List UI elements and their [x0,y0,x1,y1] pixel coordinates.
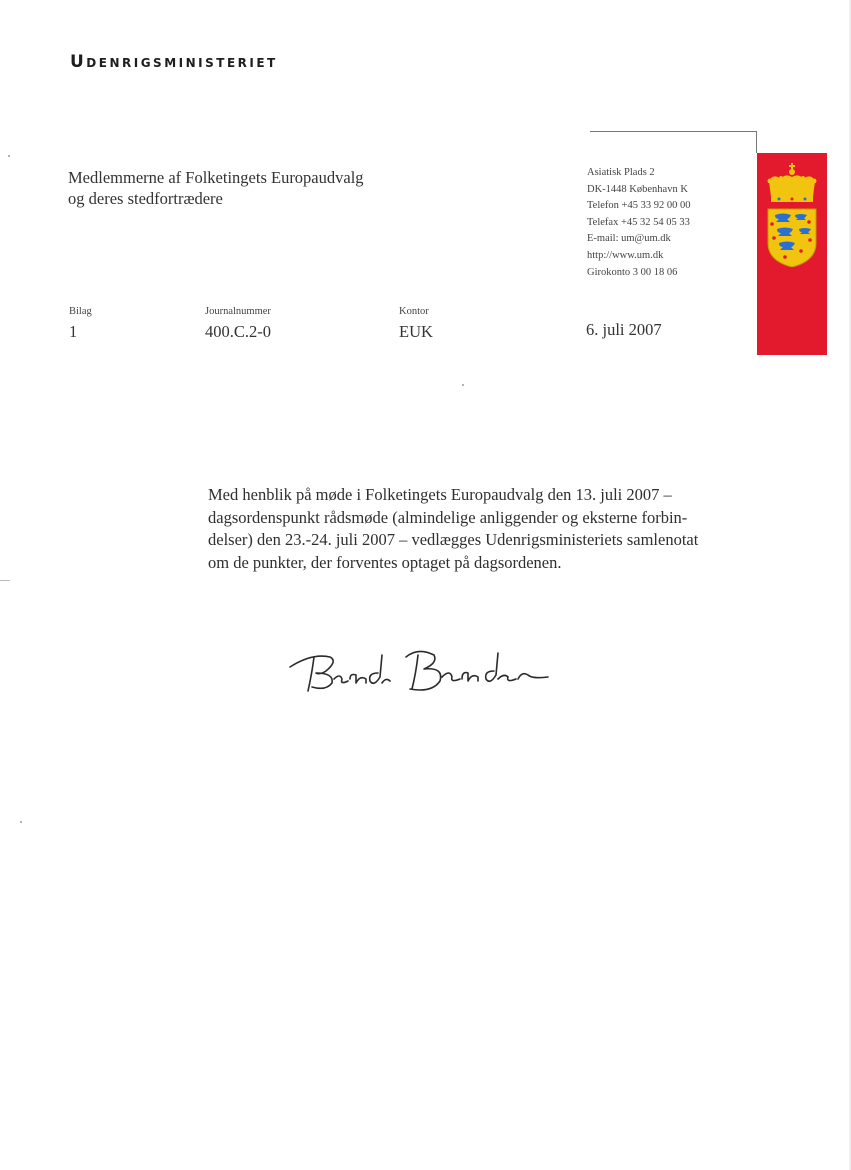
body-line: om de punkter, der forventes optaget på dagsordenen. [208,552,562,572]
journal-value: 400.C.2-0 [205,322,271,341]
recipient-line: Medlemmerne af Folketingets Europaudvalg [68,168,364,187]
kontor-label: Kontor [399,306,429,317]
address-email: E-mail: um@um.dk [587,233,671,245]
address-phone: Telefon +45 33 92 00 00 [587,200,691,212]
address-street: Asiatisk Plads 2 [587,167,655,178]
red-flag-band [757,153,827,355]
scan-speck [8,155,10,157]
sender-address [587,165,690,281]
fold-mark [0,580,10,581]
body-line: dagsordenspunkt rådsmøde (almindelige anliggender og eksterne forbin- [208,507,688,527]
scan-speck [462,384,464,386]
ministry-name: Udenrigsministeriet [70,52,278,72]
letter-date: 6. juli 2007 [586,320,662,339]
address-city: DK-1448 København K [587,183,688,195]
address-web: http://www.um.dk [587,249,664,261]
address-giro: Girokonto 3 00 18 06 [587,266,678,278]
journal-label: Journalnummer [205,306,271,317]
scan-speck [20,821,22,823]
recipient-line: og deres stedfortrædere [68,189,223,208]
letter-body [208,484,728,574]
handwritten-signature [282,643,552,701]
kontor-value: EUK [399,322,433,341]
bilag-label: Bilag [69,306,92,317]
header-rule [590,131,757,132]
royal-coat-of-arms-icon [763,163,821,267]
recipient-block [68,167,364,209]
address-fax: Telefax +45 32 54 05 33 [587,216,690,228]
body-line: Med henblik på møde i Folketingets Europaudvalg den 13. juli 2007 – [208,485,672,504]
bilag-value: 1 [69,322,78,341]
header-rule-vertical [756,131,757,153]
body-line: delser) den 23.-24. juli 2007 – vedlægges Udenrigsministeriets samlenotat [208,530,699,549]
